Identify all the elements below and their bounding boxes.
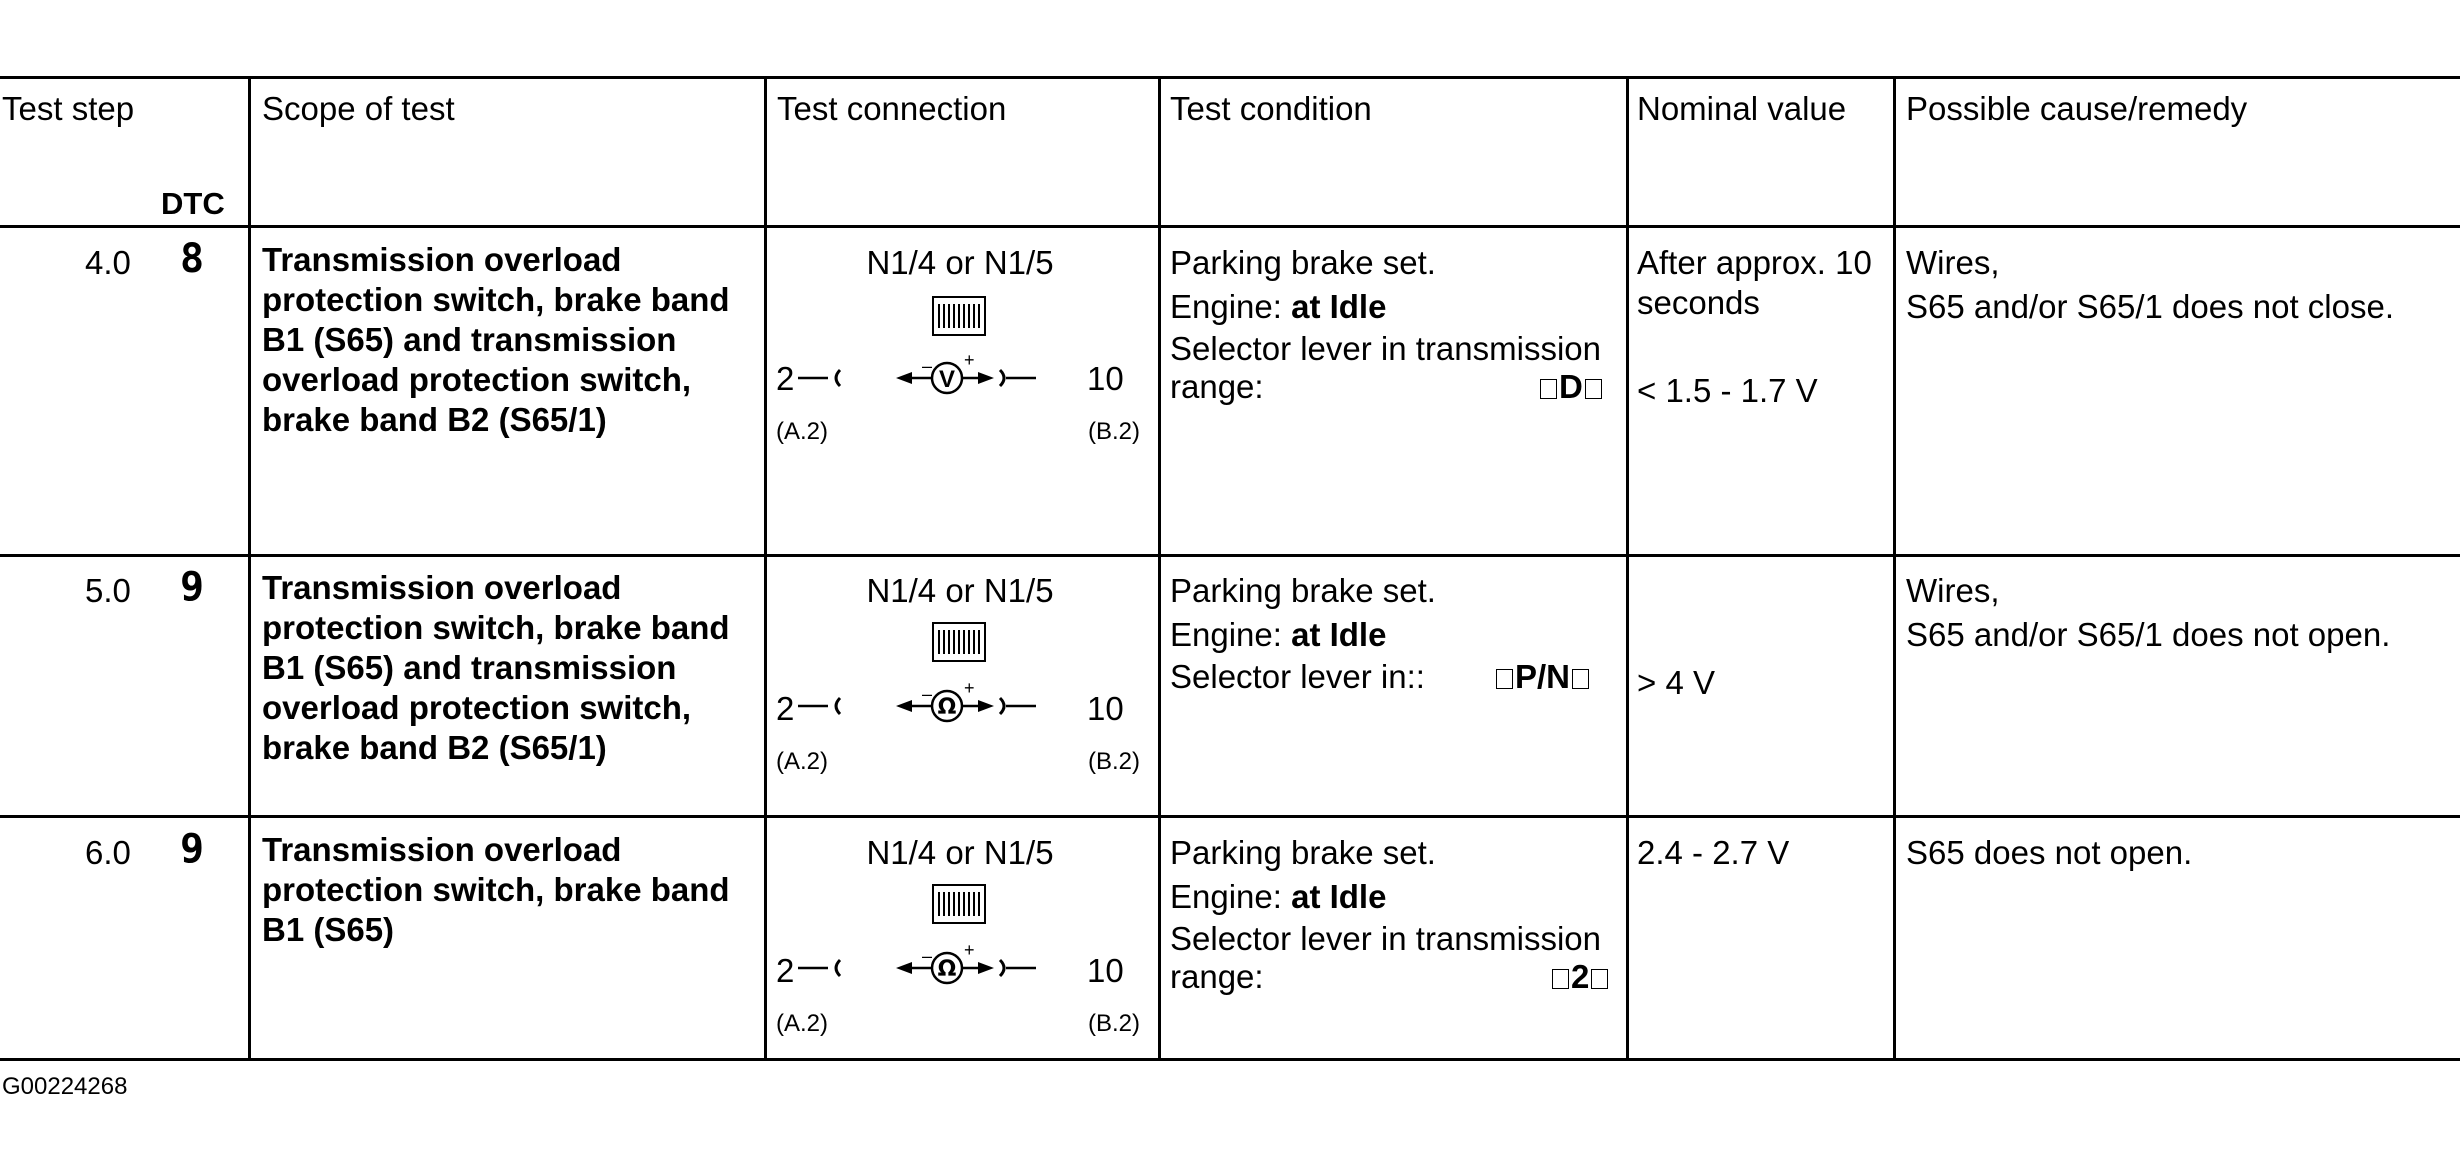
header-remedy: Possible cause/remedy (1906, 90, 2248, 127)
svg-text:V: V (938, 366, 956, 393)
row-rule (0, 815, 2460, 818)
table-top-rule (0, 76, 2460, 79)
connector-box-icon (932, 622, 986, 662)
column-divider (764, 76, 767, 1060)
row-rule (0, 554, 2460, 557)
column-divider (248, 76, 251, 1060)
dtc-code: 9 (180, 564, 205, 610)
right-pin-ref: (B.2) (1088, 418, 1141, 445)
selector-position: 2 (1550, 958, 1610, 996)
header-bottom-rule (0, 225, 2460, 228)
column-divider (1158, 76, 1161, 1060)
left-pin-ref: (A.2) (776, 418, 829, 445)
step-number: 5.0 (85, 572, 131, 609)
column-divider (1893, 76, 1896, 1060)
right-pin-ref: (B.2) (1088, 748, 1141, 775)
diagnostic-test-table: Test step DTC Scope of test Test connection Test condition Nominal value Possible cause/remedy 4.0 8 Transmission overload protection switch, brake band B1 (S65) and transmission overload protection switch, brake band B2 (S65/1) N1/4 or N1/5 2 – V + 10 (A.2) (B.2) Parking brake set. Engine: at Idle Selector lever in transmission range: D After approx. 10 seconds < 1.5 - 1.7 V Wires, S65 and/or S65/1 does not close. 5.0 9 Transmission overload protection switch, brake band B1 (S65) and transmission overload protection switch, brake band B2 (S65/1) N1/4 or N1/5 2 – Ω + 10 (A.2) (B.2) Parking brake set. Engine: at Idle Selector lever in:: P/N > 4 V Wires, S65 and/or S65/1 does not open. 6.0 9 Transmission overload protection switch, brake band B1 (S65) N1/4 or N1/5 2 – Ω + 10 (A.2) (B.2) Parking brake set. Engine: at Idle Selector lever in transmission range: 2 2.4 - 2.7 V S65 does not open. G00224268 (0, 0, 2460, 1166)
selector-position: D (1538, 368, 1604, 406)
connector-box-icon (932, 884, 986, 924)
left-pin: 2 (776, 360, 795, 397)
step-number: 6.0 (85, 834, 131, 871)
right-pin: 10 (1087, 360, 1124, 397)
connection-title: N1/4 or N1/5 (866, 572, 1054, 609)
header-scope: Scope of test (262, 90, 455, 127)
dtc-code: 9 (180, 826, 205, 872)
header-condition: Test condition (1170, 90, 1372, 127)
table-bottom-rule (0, 1058, 2460, 1061)
svg-text:Ω: Ω (937, 695, 957, 720)
svg-text:+: + (964, 678, 975, 698)
ohmmeter-icon (796, 672, 1096, 732)
connection-title: N1/4 or N1/5 (866, 244, 1054, 281)
selector-position: P/N (1494, 658, 1591, 696)
header-dtc: DTC (161, 186, 225, 221)
connection-title: N1/4 or N1/5 (866, 834, 1054, 871)
ohmmeter-icon (796, 934, 1096, 994)
voltmeter-icon (796, 344, 1096, 404)
scope-text: Transmission overload protection switch, brake band B1 (S65) and transmission overload protection switch, brake band B2 (S65/1) (262, 241, 730, 438)
svg-text:+: + (964, 350, 975, 370)
left-pin: 2 (776, 690, 795, 727)
svg-text:–: – (922, 946, 933, 966)
header-test-step: Test step (2, 90, 135, 127)
right-pin: 10 (1087, 952, 1124, 989)
header-nominal: Nominal value (1637, 90, 1847, 127)
left-pin-ref: (A.2) (776, 1010, 829, 1037)
scope-text: Transmission overload protection switch, brake band B1 (S65) (262, 831, 730, 948)
header-connection: Test connection (777, 90, 1007, 127)
svg-text:+: + (964, 940, 975, 960)
dtc-code: 8 (180, 236, 205, 282)
scope-text: Transmission overload protection switch, brake band B1 (S65) and transmission overload protection switch, brake band B2 (S65/1) (262, 569, 730, 766)
left-pin: 2 (776, 952, 795, 989)
svg-text:–: – (922, 356, 933, 376)
svg-text:Ω: Ω (937, 957, 957, 982)
figure-id: G00224268 (2, 1073, 128, 1100)
left-pin-ref: (A.2) (776, 748, 829, 775)
right-pin-ref: (B.2) (1088, 1010, 1141, 1037)
column-divider (1626, 76, 1629, 1060)
svg-text:–: – (922, 684, 933, 704)
step-number: 4.0 (85, 244, 131, 281)
right-pin: 10 (1087, 690, 1124, 727)
connector-box-icon (932, 296, 986, 336)
